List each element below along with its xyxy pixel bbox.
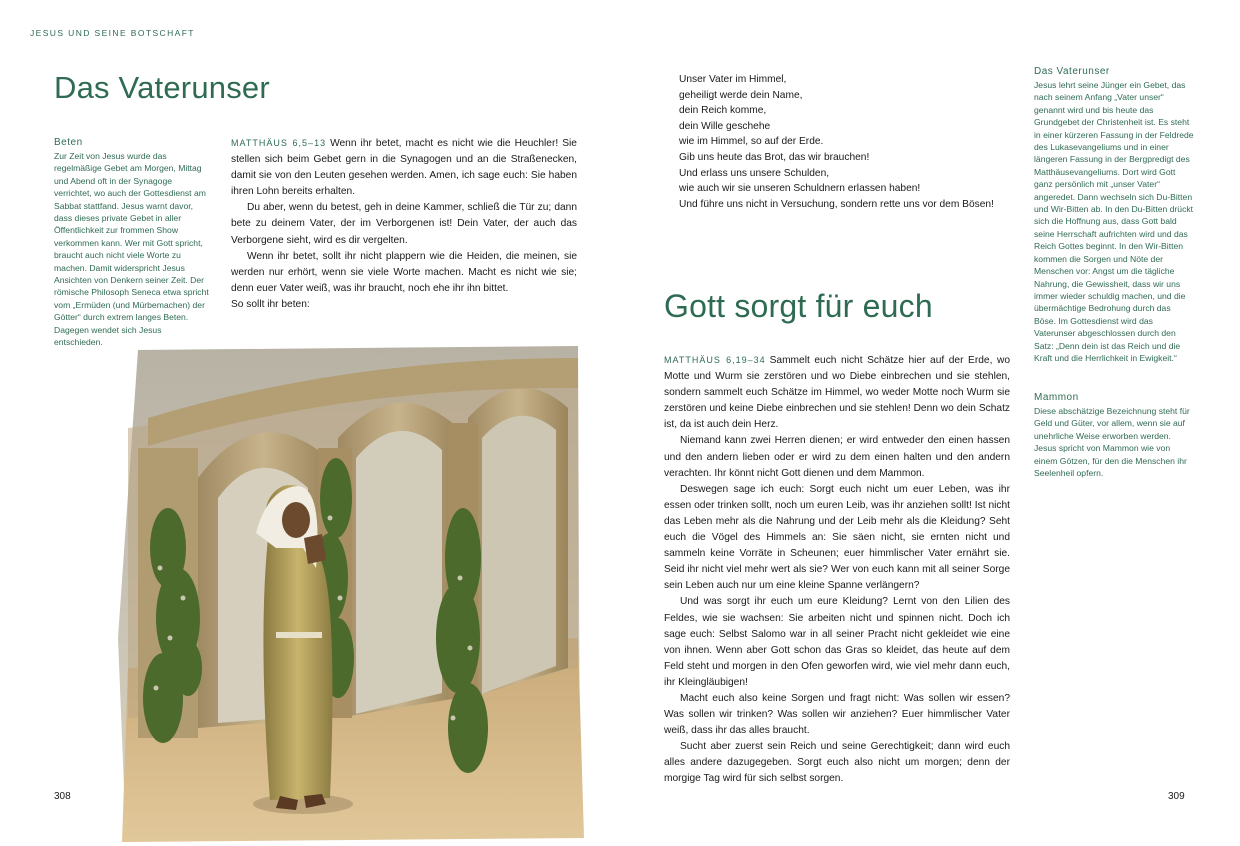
- prayer-text: [679, 72, 994, 212]
- paragraph: So sollt ihr beten:: [231, 298, 310, 310]
- prayer-line: dein Wille geschehe: [679, 120, 771, 132]
- sidebar-heading: Beten: [54, 137, 83, 148]
- prayer-line: Gib uns heute das Brot, das wir brauchen!: [679, 151, 870, 163]
- scripture-reference: MATTHÄUS 6,5–13: [231, 138, 327, 148]
- paragraph: Deswegen sage ich euch: Sorgt euch nicht um euer Leben, was ihr essen oder trinken sollt, noch um euren Leib, was ihr anziehen sollt! Ist nicht das Leben mehr als die Nahrung und der Leib mehr als die Kleidung? Seht euch die Vögel des Himmels an: Sie säen nicht, sie ernten nicht und sammeln keine Vorräte in Scheunen; euer himmlischer Vater ernährt sie. Seid ihr nicht viel mehr wert als sie? Wer von euch kann mit all seiner Sorge sein Leben auch nur um eine kleine Spanne verlängern?: [664, 483, 1010, 592]
- paragraph: Sucht aber zuerst sein Reich und seine Gerechtigkeit; dann wird euch alles andere dazugegeben. Sorgt euch also nicht um morgen; denn der morgige Tag wird für sich selbst sorgen.: [664, 741, 1010, 785]
- scripture-reference: MATTHÄUS 6,19–34: [664, 355, 766, 365]
- sidebar-vaterunser: [1034, 66, 1194, 364]
- paragraph: Macht euch also keine Sorgen und fragt nicht: Was sollen wir essen? Was sollen wir trinken? Was sollen wir anziehen? Euer himmlischer Vater weiß, dass ihr das alles braucht.: [664, 692, 1010, 737]
- page-title-vaterunser: Das Vaterunser: [54, 70, 270, 105]
- paragraph: Wenn ihr betet, macht es nicht wie die Heuchler! Sie stellen sich beim Gebet gern in die Synagogen und an die Straßenecken, damit sie von den Leuten gesehen werden. Amen, ich sage euch: Sie haben ihren Lohn bereits erhalten.: [231, 138, 577, 198]
- sidebar-text: Jesus lehrt seine Jünger ein Gebet, das nach seinem Anfang „Vater unser“ genannt wird und bis heute das Grundgebet der Christenheit ist. Es steht in einer kürzeren Fassung in der Feldrede des Lukasevangeliums und in einer längeren Fassung in der Bergpredigt des Matthäusevangeliums. Dort wird Gott ganz persönlich mit „unser Vater“ angeredet. Dann wechseln sich Du-Bitten und Wir-Bitten ab. In den Du-Bitten drückt sich die Hoffnung aus, dass Gott bald seine Herrschaft aufrichten wird und das Reich Gottes beginnt. In den Wir-Bitten kommen die Sorgen und Nöte der Menschen vor: Angst um die tägliche Nahrung, die Gewissheit, dass wir uns immer wieder schuldig machen, und die übermächtige Bedrohung durch das Böse. Im Gottesdienst wird das Vaterunser abgeschlossen durch den Satz: „Denn dein ist das Reich und die Kraft und die Herrlichkeit in Ewigkeit.“: [1034, 80, 1194, 363]
- prayer-line: geheiligt werde dein Name,: [679, 89, 803, 101]
- sidebar-heading: Das Vaterunser: [1034, 66, 1110, 77]
- paragraph: Du aber, wenn du betest, geh in deine Kammer, schließ die Tür zu; dann bete zu deinem Vater, der im Verborgenen ist! Dein Vater, der auch das Verborgene sieht, wird es dir vergelten.: [231, 202, 577, 246]
- paragraph: Wenn ihr betet, sollt ihr nicht plappern wie die Heiden, die meinen, sie werden nur erhört, wenn sie viele Worte machen. Macht es nicht wie sie; denn euer Vater weiß, was ihr braucht, noch ehe ihr ihn bittet.: [231, 250, 577, 294]
- prayer-line: wie im Himmel, so auf der Erde.: [679, 136, 824, 148]
- sidebar-text: Diese abschätzige Bezeichnung steht für Geld und Güter, vor allem, wenn sie auf unehrliche Weise erworben werden. Jesus spricht von Mammon wie von einem Götzen, für den die Menschen ihr Seelenheil opfern.: [1034, 406, 1190, 479]
- paragraph: Und was sorgt ihr euch um eure Kleidung? Lernt von den Lilien des Feldes, wie sie wachsen: Sie arbeiten nicht und spinnen nicht. Doch ich sage euch: Selbst Salomo war in all seiner Pracht nicht gekleidet wie eine von ihnen. Wenn aber Gott schon das Gras so kleidet, das heute auf dem Feld steht und morgen in den Ofen geworfen wird, wie viel mehr dann euch, ihr Kleingläubigen!: [664, 596, 1010, 688]
- page-number-right: 309: [1168, 791, 1185, 802]
- paragraph: Niemand kann zwei Herren dienen; er wird entweder den einen hassen und den andern lieben oder er wird zu dem einen halten und den andern verachten. Ihr könnt nicht Gott dienen und dem Mammon.: [664, 435, 1010, 479]
- body-text-right: [664, 352, 1010, 788]
- prayer-line: Und erlass uns unsere Schulden,: [679, 167, 830, 179]
- page-title-gott-sorgt: Gott sorgt für euch: [664, 288, 933, 324]
- paragraph: Sammelt euch nicht Schätze hier auf der Erde, wo Motte und Wurm sie zerstören und wo Diebe einbrechen und sie stehlen, sondern sammelt euch Schätze im Himmel, wo weder Motte noch Wurm sie zerstören und keine Diebe einbrechen und sie stehlen! Denn wo dein Schatz ist, da ist auch dein Herz.: [664, 355, 1010, 431]
- sidebar-text: Zur Zeit von Jesus wurde das regelmäßige Gebet am Morgen, Mittag und Abend oft in der Synagoge verrichtet, wo auch der Gottesdienst am Sabbat stattfand. Jesus warnt davor, dass dieses private Gebet in aller Öffentlichkeit zur frommen Show verkommen kann. Wer mit Gott spricht, braucht auch nicht viele Worte zu machen. Damit widerspricht Jesus Ansichten von Denkern seiner Zeit. Der römische Philosoph Seneca etwa spricht vom „Ermüden (und Mürbemachen) der Götter“ durch extrem langes Beten. Dagegen wendet sich Jesus entschieden.: [54, 151, 209, 348]
- prayer-line: Unser Vater im Himmel,: [679, 74, 787, 85]
- prayer-line: dein Reich komme,: [679, 105, 767, 117]
- prayer-line: Und führe uns nicht in Versuchung, sondern rette uns vor dem Bösen!: [679, 198, 994, 210]
- sidebar-beten: [54, 137, 212, 349]
- illustration-praying-man: [108, 338, 586, 842]
- running-head: JESUS UND SEINE BOTSCHAFT: [30, 28, 195, 38]
- sidebar-mammon: [1034, 392, 1194, 479]
- page-number-left: 308: [54, 791, 71, 802]
- sidebar-heading: Mammon: [1034, 392, 1079, 403]
- body-text-left: [231, 135, 577, 313]
- prayer-line: wie auch wir sie unseren Schuldnern erlassen haben!: [679, 183, 921, 195]
